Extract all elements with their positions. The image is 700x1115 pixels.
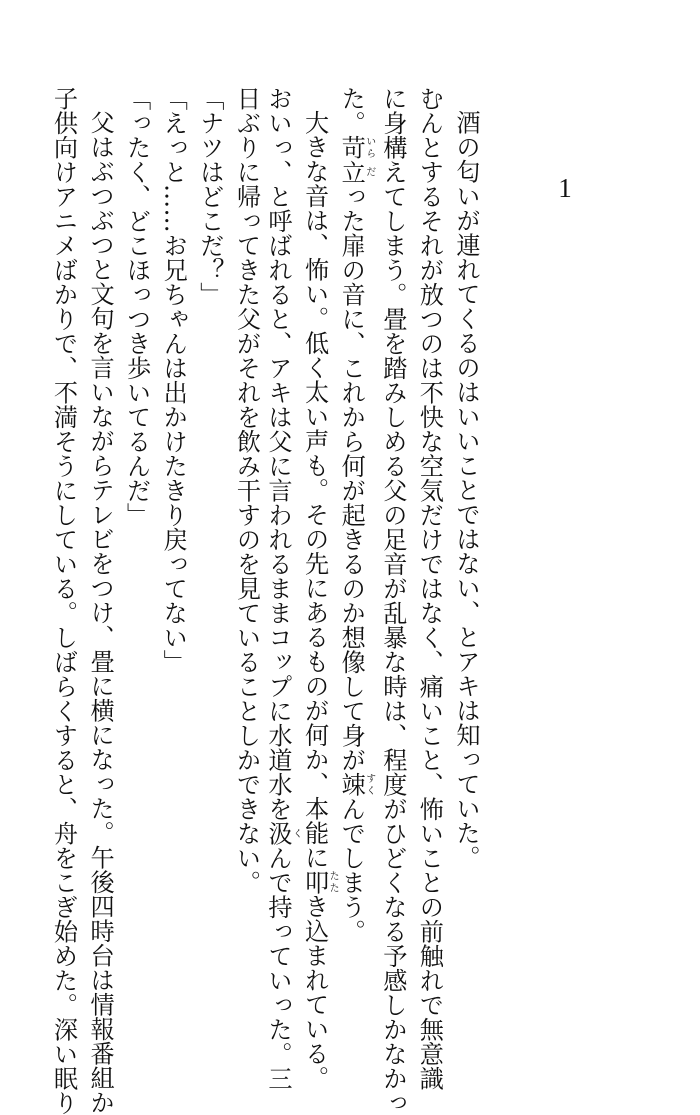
ruby-tata: 叩たた (300, 869, 339, 894)
text-column-4-mid: った扉の音に、これから何が起きるのか想像して身が (337, 184, 366, 772)
text-column-9: 「えっと……お兄ちゃんは出かけたきり戻ってない」 (159, 86, 188, 674)
text-column-7: 日ぶりに帰ってきた父がそれを飲み干すのを見ていることしかできない。 (232, 86, 261, 895)
ruby-da: 立だ (337, 159, 375, 184)
ruby-ira: 苛いら (337, 135, 375, 160)
text-column-6-lead: おいっ、と呼ばれると、アキは父に言われるままコップに水道水を (264, 86, 293, 821)
text-column-4-lead: た。 (337, 86, 366, 135)
ruby-suku: 竦すく (337, 772, 375, 797)
text-column-5-tail: き込まれている。 (300, 894, 329, 1090)
text-column-2: むんとするそれが放つのは不快な空気だけではなく、痛いこと、怖いことの前触れで無意識 (415, 86, 444, 1091)
text-column-6 (264, 86, 302, 1091)
ruby-ku: 汲く (264, 821, 302, 846)
vertical-text-body (45, 86, 484, 1115)
text-column-1: 酒の匂いが連れてくるのはいいことではない、とアキは知っていた。 (452, 110, 480, 870)
text-column-4 (338, 86, 375, 976)
chapter-number: 1 (558, 173, 572, 203)
text-column-5-lead: 大きな音は、怖い。低く太い声も。その先にあるものが何か、本能に (300, 110, 329, 870)
text-column-3: に身構えてしまう。畳を踏みしめる父の足音が乱暴な時は、程度がひどくなる予感しかなかっ (378, 86, 407, 1115)
text-column-12: 子供向けアニメばかりで、不満そうにしている。しばらくすると、舟をこぎ始めた。深い眠り (49, 86, 78, 1115)
text-column-10: 「ったく、どこほっつき歩いてるんだ」 (122, 86, 151, 527)
text-column-5 (300, 86, 339, 1090)
text-column-6-tail: んで持っていった。三 (264, 845, 293, 1091)
text-column-4-tail: んでしまう。 (337, 796, 366, 944)
text-column-11: 父はぶつぶつと文句を言いながらテレビをつけ、畳に横になった。午後四時台は情報番組か (86, 110, 115, 1115)
text-column-8: 「ナツはどこだ？」 (195, 86, 224, 307)
